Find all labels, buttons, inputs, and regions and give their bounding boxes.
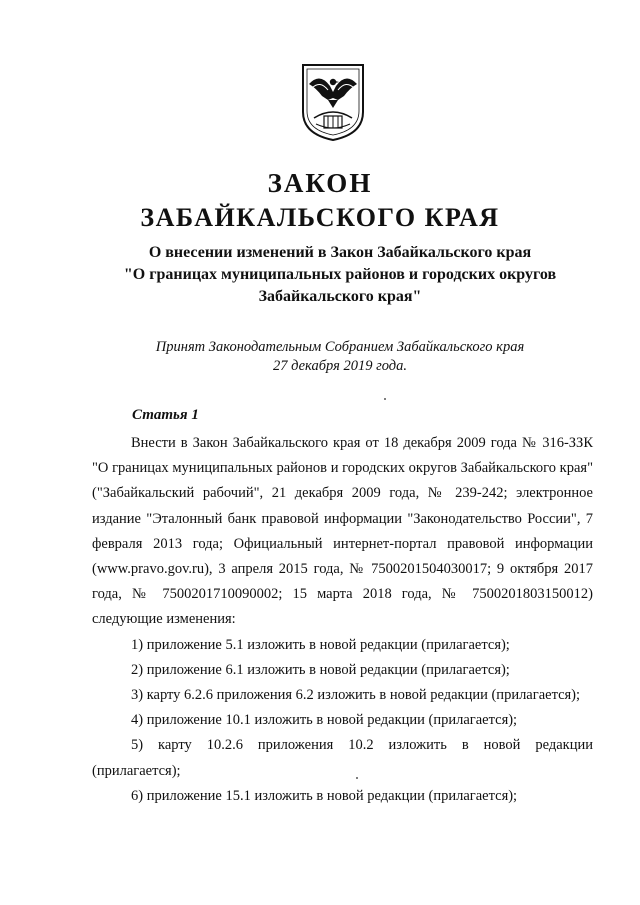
list-item: 1) приложение 5.1 изложить в новой редакции (прилагается); xyxy=(131,636,510,653)
coat-of-arms-icon xyxy=(300,62,366,142)
list-item: 4) приложение 10.1 изложить в новой редакции (прилагается); xyxy=(131,712,518,729)
adoption-date: 27 декабря 2019 года. xyxy=(272,358,407,374)
article-intro-paragraph: Внести в Закон Забайкальского края от 18 декабря 2009 года № 316-ЗЗК "О границах муниципальных районов и городских округов Забайкальского края" ("Забайкальский рабочий", 21 декабря 2009 года, № 239-242; электронное издание "Эталонный банк правовой информации "Законодательство России", 7 февраля 2013 года; Официальный интернет-портал правовой информации (www.pravo.gov.ru), 3 апреля 2015 года, № 7500201504030017; 9 октября 2017 года, № 7500201710090002; 15 марта 2018 года, № 7500201803150012) следующие изменения: xyxy=(92,435,593,628)
list-item: 3) карту 6.2.6 приложения 6.2 изложить в новой редакции (прилагается); xyxy=(131,687,581,704)
list-item: 6) приложение 15.1 изложить в новой редакции (прилагается); xyxy=(131,787,518,804)
list-item: 2) приложение 6.1 изложить в новой редакции (прилагается); xyxy=(131,661,510,678)
subtitle-line: "О границах муниципальных районов и городских округов xyxy=(123,266,557,283)
article-body xyxy=(92,431,593,809)
adoption-line: Принят Законодательным Собранием Забайкальского края xyxy=(155,339,525,355)
adoption-note xyxy=(60,338,620,376)
scan-speck xyxy=(384,398,386,400)
document-title-region: ЗАБАЙКАЛЬСКОГО КРАЯ xyxy=(140,203,500,232)
list-item: 5) карту 10.2.6 приложения 10.2 изложить в новой редакции (прилагается); xyxy=(92,737,593,779)
document-subtitle xyxy=(60,242,620,308)
subtitle-line: О внесении изменений в Закон Забайкальского края xyxy=(148,244,532,261)
document-title: ЗАКОН xyxy=(267,168,373,198)
article-heading: Статья 1 xyxy=(132,407,199,423)
scan-speck xyxy=(356,777,358,779)
subtitle-line: Забайкальского края" xyxy=(258,288,422,305)
